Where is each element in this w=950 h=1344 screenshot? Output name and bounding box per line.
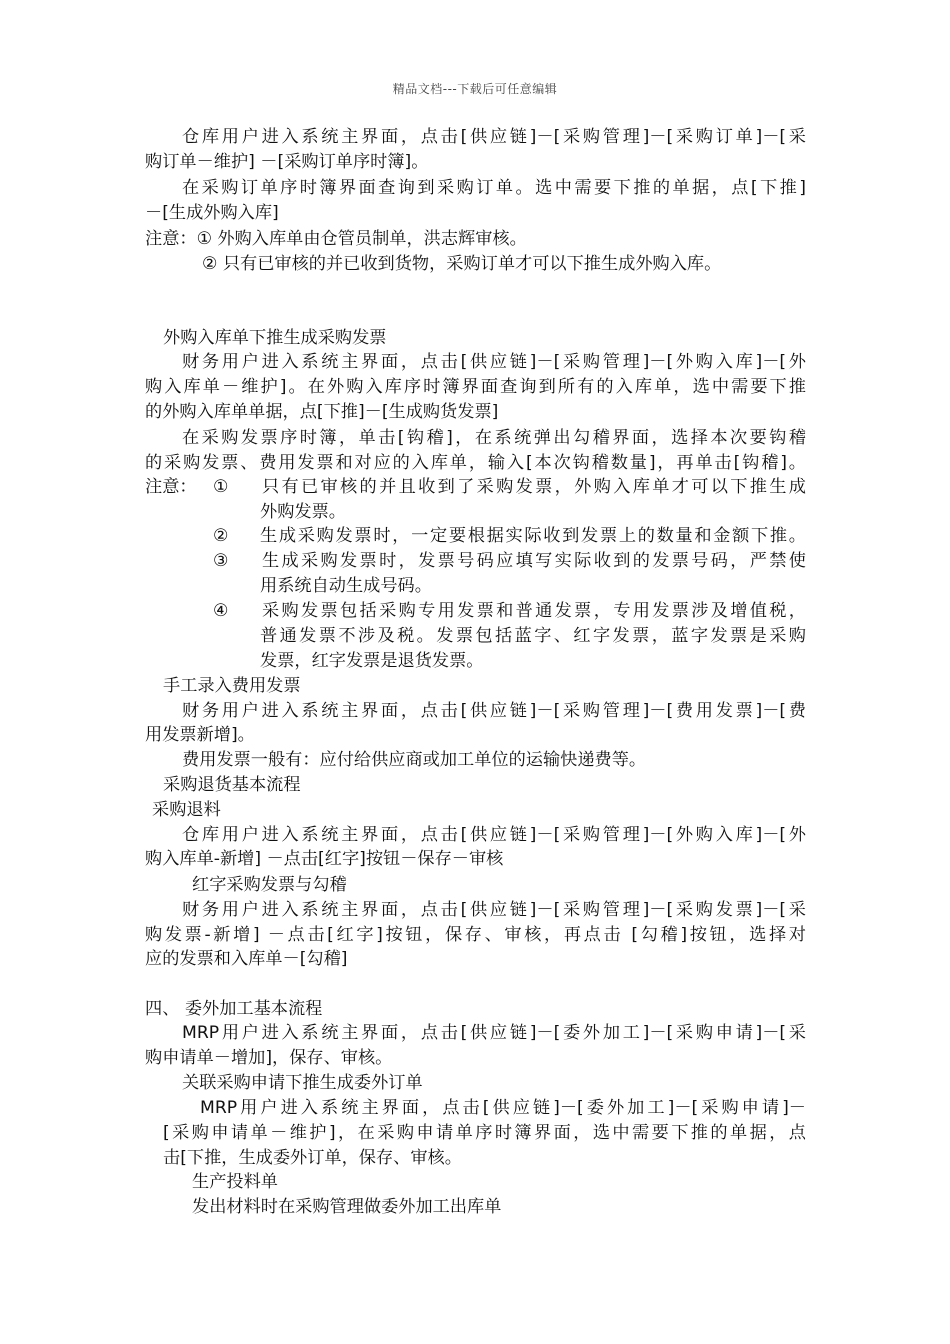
text-line: 财务用户进入系统主界面，点击[供应链]－[采购管理]－[外购入库]－[外 bbox=[182, 352, 806, 372]
section-heading: 关联采购申请下推生成委外订单 bbox=[182, 1073, 423, 1093]
text-line: 的外购入库单单据，点[下推]－[生成购货发票] bbox=[145, 402, 499, 422]
text-line: MRP用户进入系统主界面，点击[供应链]－[委外加工]－[采购申请]－ bbox=[200, 1098, 806, 1118]
text-line: 击[下推，生成委外订单，保存、审核。 bbox=[163, 1148, 462, 1168]
note-label: 注意： bbox=[145, 477, 197, 497]
text-line: 购入库单-新增] －点击[红字]按钮－保存－审核 bbox=[145, 849, 504, 869]
note-line: 采购发票包括采购专用发票和普通发票，专用发票涉及增值税， bbox=[262, 601, 806, 621]
text-line: 在采购订单序时簿界面查询到采购订单。选中需要下推的单据，点[下推] bbox=[182, 178, 806, 198]
text-line: 在采购发票序时簿，单击[钩稽]，在系统弹出勾稽界面，选择本次要钩稽 bbox=[182, 428, 806, 448]
text-line: 用发票新增]。 bbox=[145, 725, 255, 745]
text-line: [采购申请单－维护]，在采购申请单序时簿界面，选中需要下推的单据，点 bbox=[163, 1123, 806, 1143]
note-line: 只有已审核的并且收到了采购发票，外购入库单才可以下推生成 bbox=[262, 477, 806, 497]
note-line: 生成采购发票时，一定要根据实际收到发票上的数量和金额下推。 bbox=[260, 526, 806, 546]
section-heading: 采购退货基本流程 bbox=[163, 775, 301, 795]
section-heading: 外购入库单下推生成采购发票 bbox=[163, 328, 387, 348]
note-line: ② 只有已审核的并已收到货物，采购订单才可以下推生成外购入库。 bbox=[202, 254, 722, 274]
note-line: 普通发票不涉及税。发票包括蓝字、红字发票，蓝字发票是采购 bbox=[260, 626, 806, 646]
text-line: 财务用户进入系统主界面，点击[供应链]－[采购管理]－[费用发票]－[费 bbox=[182, 701, 806, 721]
note-number: ④ bbox=[213, 601, 229, 621]
section-heading: 采购退料 bbox=[152, 800, 221, 820]
page-header: 精品文档---下载后可任意编辑 bbox=[392, 82, 558, 96]
note-number: ③ bbox=[213, 551, 229, 571]
section-heading: 四、 委外加工基本流程 bbox=[145, 999, 323, 1019]
text-line: 购发票-新增] －点击[红字]按钮，保存、审核，再点击 [勾稽]按钮，选择对 bbox=[145, 925, 806, 945]
section-heading: 手工录入费用发票 bbox=[163, 676, 301, 696]
text-line: 发出材料时在采购管理做委外加工出库单 bbox=[192, 1197, 502, 1217]
text-line: 的采购发票、费用发票和对应的入库单，输入[本次钩稽数量]，再单击[钩稽]。 bbox=[145, 453, 806, 473]
text-line: 费用发票一般有：应付给供应商或加工单位的运输快递费等。 bbox=[182, 750, 647, 770]
note-number: ② bbox=[213, 526, 229, 546]
text-line: MRP用户进入系统主界面，点击[供应链]－[委外加工]－[采购申请]－[采 bbox=[182, 1023, 806, 1043]
text-line: 财务用户进入系统主界面，点击[供应链]－[采购管理]－[采购发票]－[采 bbox=[182, 900, 806, 920]
text-line: 仓库用户进入系统主界面，点击[供应链]－[采购管理]－[外购入库]－[外 bbox=[182, 825, 806, 845]
note-line: 注意：① 外购入库单由仓管员制单，洪志辉审核。 bbox=[145, 229, 527, 249]
text-line: 购入库单－维护]。在外购入库序时簿界面查询到所有的入库单，选中需要下推 bbox=[145, 377, 806, 397]
note-line: 用系统自动生成号码。 bbox=[260, 576, 432, 596]
text-line: －[生成外购入库] bbox=[145, 203, 279, 223]
text-line: 应的发票和入库单－[勾稽] bbox=[145, 949, 348, 969]
text-line: 购订单－维护] －[采购订单序时簿]。 bbox=[145, 152, 429, 172]
section-heading: 生产投料单 bbox=[192, 1172, 278, 1192]
text-line: 购申请单－增加]，保存、审核。 bbox=[145, 1048, 393, 1068]
note-line: 外购发票。 bbox=[260, 502, 346, 522]
note-line: 发票，红字发票是退货发票。 bbox=[260, 651, 484, 671]
section-heading: 红字采购发票与勾稽 bbox=[192, 875, 347, 895]
note-line: 生成采购发票时，发票号码应填写实际收到的发票号码，严禁使 bbox=[262, 551, 806, 571]
text-line: 仓库用户进入系统主界面，点击[供应链]－[采购管理]－[采购订单]－[采 bbox=[182, 127, 806, 147]
note-number: ① bbox=[213, 477, 229, 497]
